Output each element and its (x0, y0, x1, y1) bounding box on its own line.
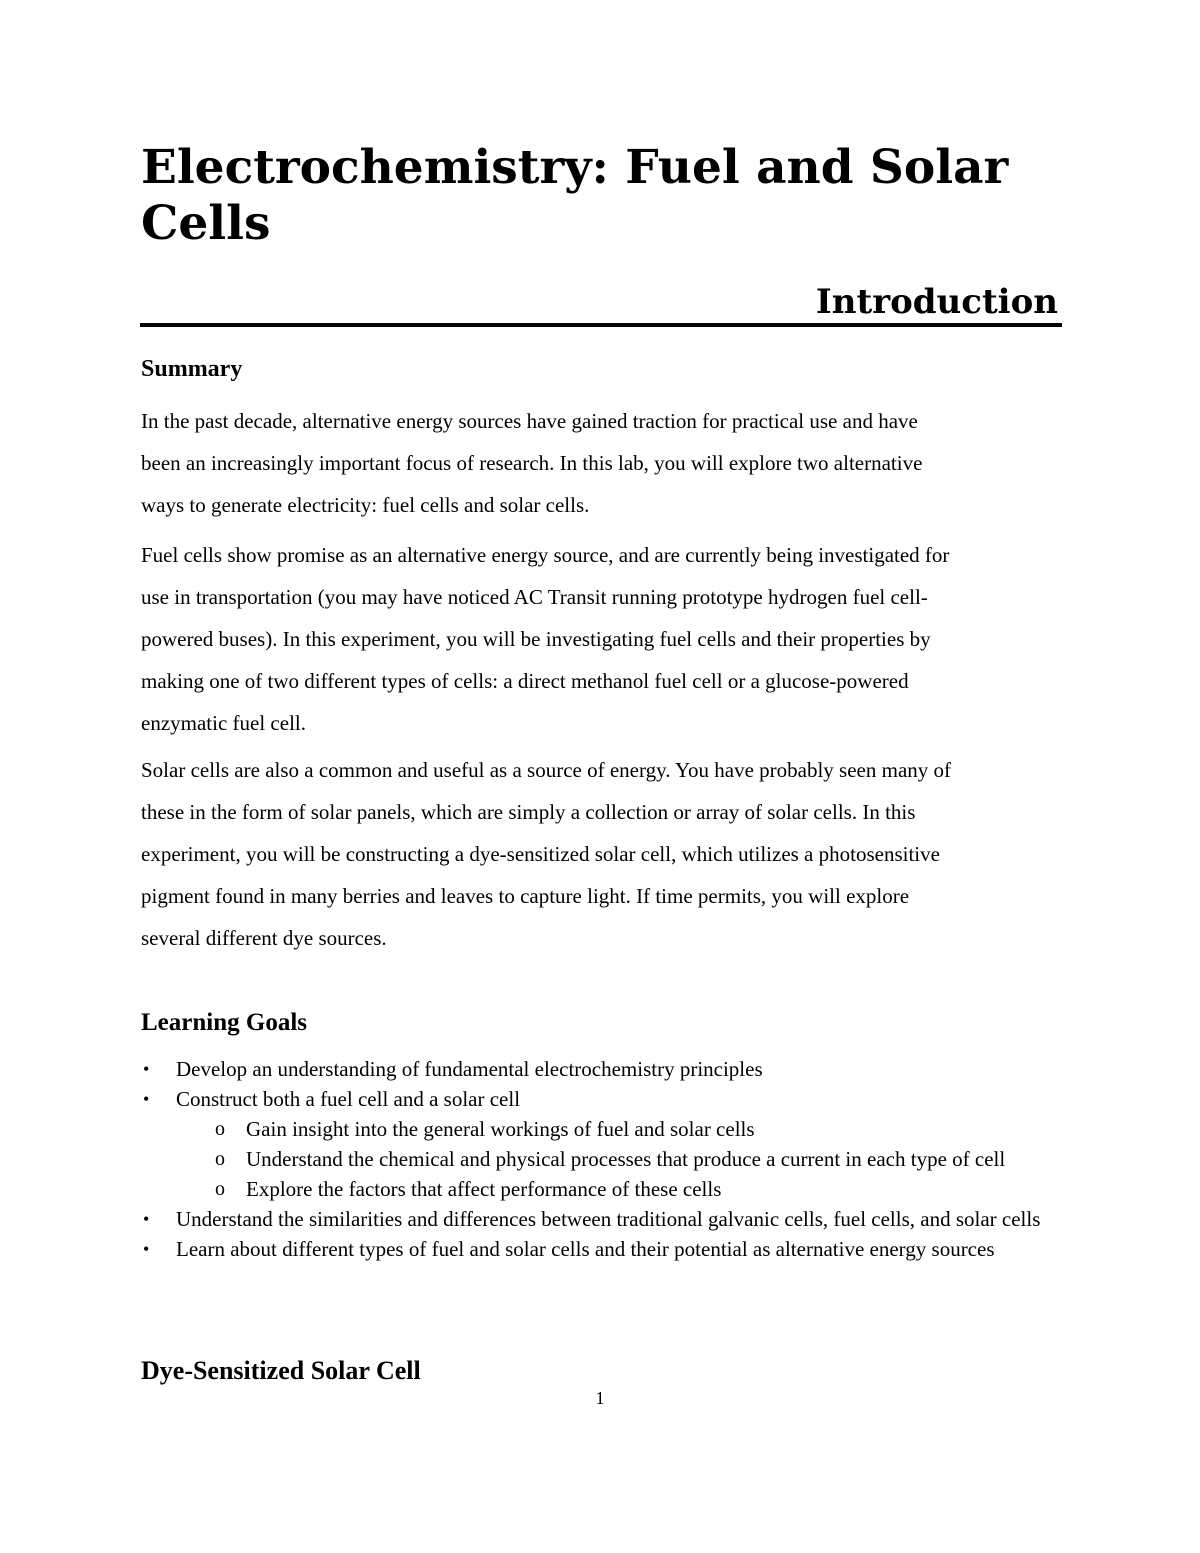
bullet-icon: • (143, 1209, 150, 1229)
bullet-icon: • (143, 1089, 150, 1109)
paragraph-line: pigment found in many berries and leaves to capture light. If time permits, you will explore (141, 884, 910, 908)
section-divider (140, 323, 1062, 327)
learning-goal-item (141, 1054, 1071, 1084)
page-number: 1 (595, 1388, 605, 1408)
circle-bullet-icon: o (215, 1178, 225, 1200)
summary-heading: Summary (141, 356, 243, 382)
paragraph-line: Solar cells are also a common and useful as a source of energy. You have probably seen many of (141, 758, 952, 782)
learning-goal-text: Learn about different types of fuel and solar cells and their potential as alternative energy sources (176, 1237, 995, 1261)
learning-subgoal-text: Understand the chemical and physical processes that produce a current in each type of cell (246, 1147, 1006, 1171)
learning-subgoal-text: Explore the factors that affect performance of these cells (246, 1177, 722, 1201)
learning-goal-item (141, 1084, 1071, 1114)
paragraph-line: several different dye sources. (141, 926, 387, 950)
learning-goals-list (141, 1054, 1071, 1264)
paragraph-line: experiment, you will be constructing a dye-sensitized solar cell, which utilizes a photosensitive (141, 842, 940, 866)
paragraph-line: Fuel cells show promise as an alternative energy source, and are currently being investigated for (141, 543, 950, 567)
summary-paragraph-1 (141, 400, 1071, 526)
dye-sensitized-solar-cell-heading: Dye-Sensitized Solar Cell (141, 1356, 421, 1385)
paragraph-line: these in the form of solar panels, which are simply a collection or array of solar cells. In this (141, 800, 916, 824)
paragraph-line: ways to generate electricity: fuel cells and solar cells. (141, 493, 590, 517)
learning-subgoal-text: Gain insight into the general workings of fuel and solar cells (246, 1117, 755, 1141)
paragraph-line: powered buses). In this experiment, you will be investigating fuel cells and their properties by (141, 627, 931, 651)
summary-paragraph-3 (141, 749, 1071, 959)
learning-goal-text: Develop an understanding of fundamental electrochemistry principles (176, 1057, 763, 1081)
paragraph-line: making one of two different types of cells: a direct methanol fuel cell or a glucose-powered (141, 669, 909, 693)
summary-paragraph-2 (141, 534, 1071, 744)
circle-bullet-icon: o (215, 1148, 225, 1170)
bullet-icon: • (143, 1059, 150, 1079)
paragraph-line: been an increasingly important focus of research. In this lab, you will explore two alternative (141, 451, 923, 475)
learning-goal-item (141, 1234, 1071, 1264)
section-title-introduction: Introduction (815, 282, 1058, 322)
circle-bullet-icon: o (215, 1118, 225, 1140)
learning-goal-item (141, 1204, 1071, 1234)
paragraph-line: In the past decade, alternative energy sources have gained traction for practical use and have (141, 409, 918, 433)
paragraph-line: enzymatic fuel cell. (141, 711, 306, 735)
learning-goals-heading: Learning Goals (141, 1009, 307, 1036)
paragraph-line: use in transportation (you may have noticed AC Transit running prototype hydrogen fuel cell- (141, 585, 928, 609)
learning-goal-text: Construct both a fuel cell and a solar cell (176, 1087, 521, 1111)
learning-subgoal-item (141, 1114, 1071, 1144)
document-title: Electrochemistry: Fuel and Solar Cells (141, 140, 1009, 251)
bullet-icon: • (143, 1239, 150, 1259)
learning-subgoal-item (141, 1144, 1071, 1174)
learning-subgoal-item (141, 1174, 1071, 1204)
learning-goal-text: Understand the similarities and differences between traditional galvanic cells, fuel cells, and solar cells (176, 1207, 1041, 1231)
